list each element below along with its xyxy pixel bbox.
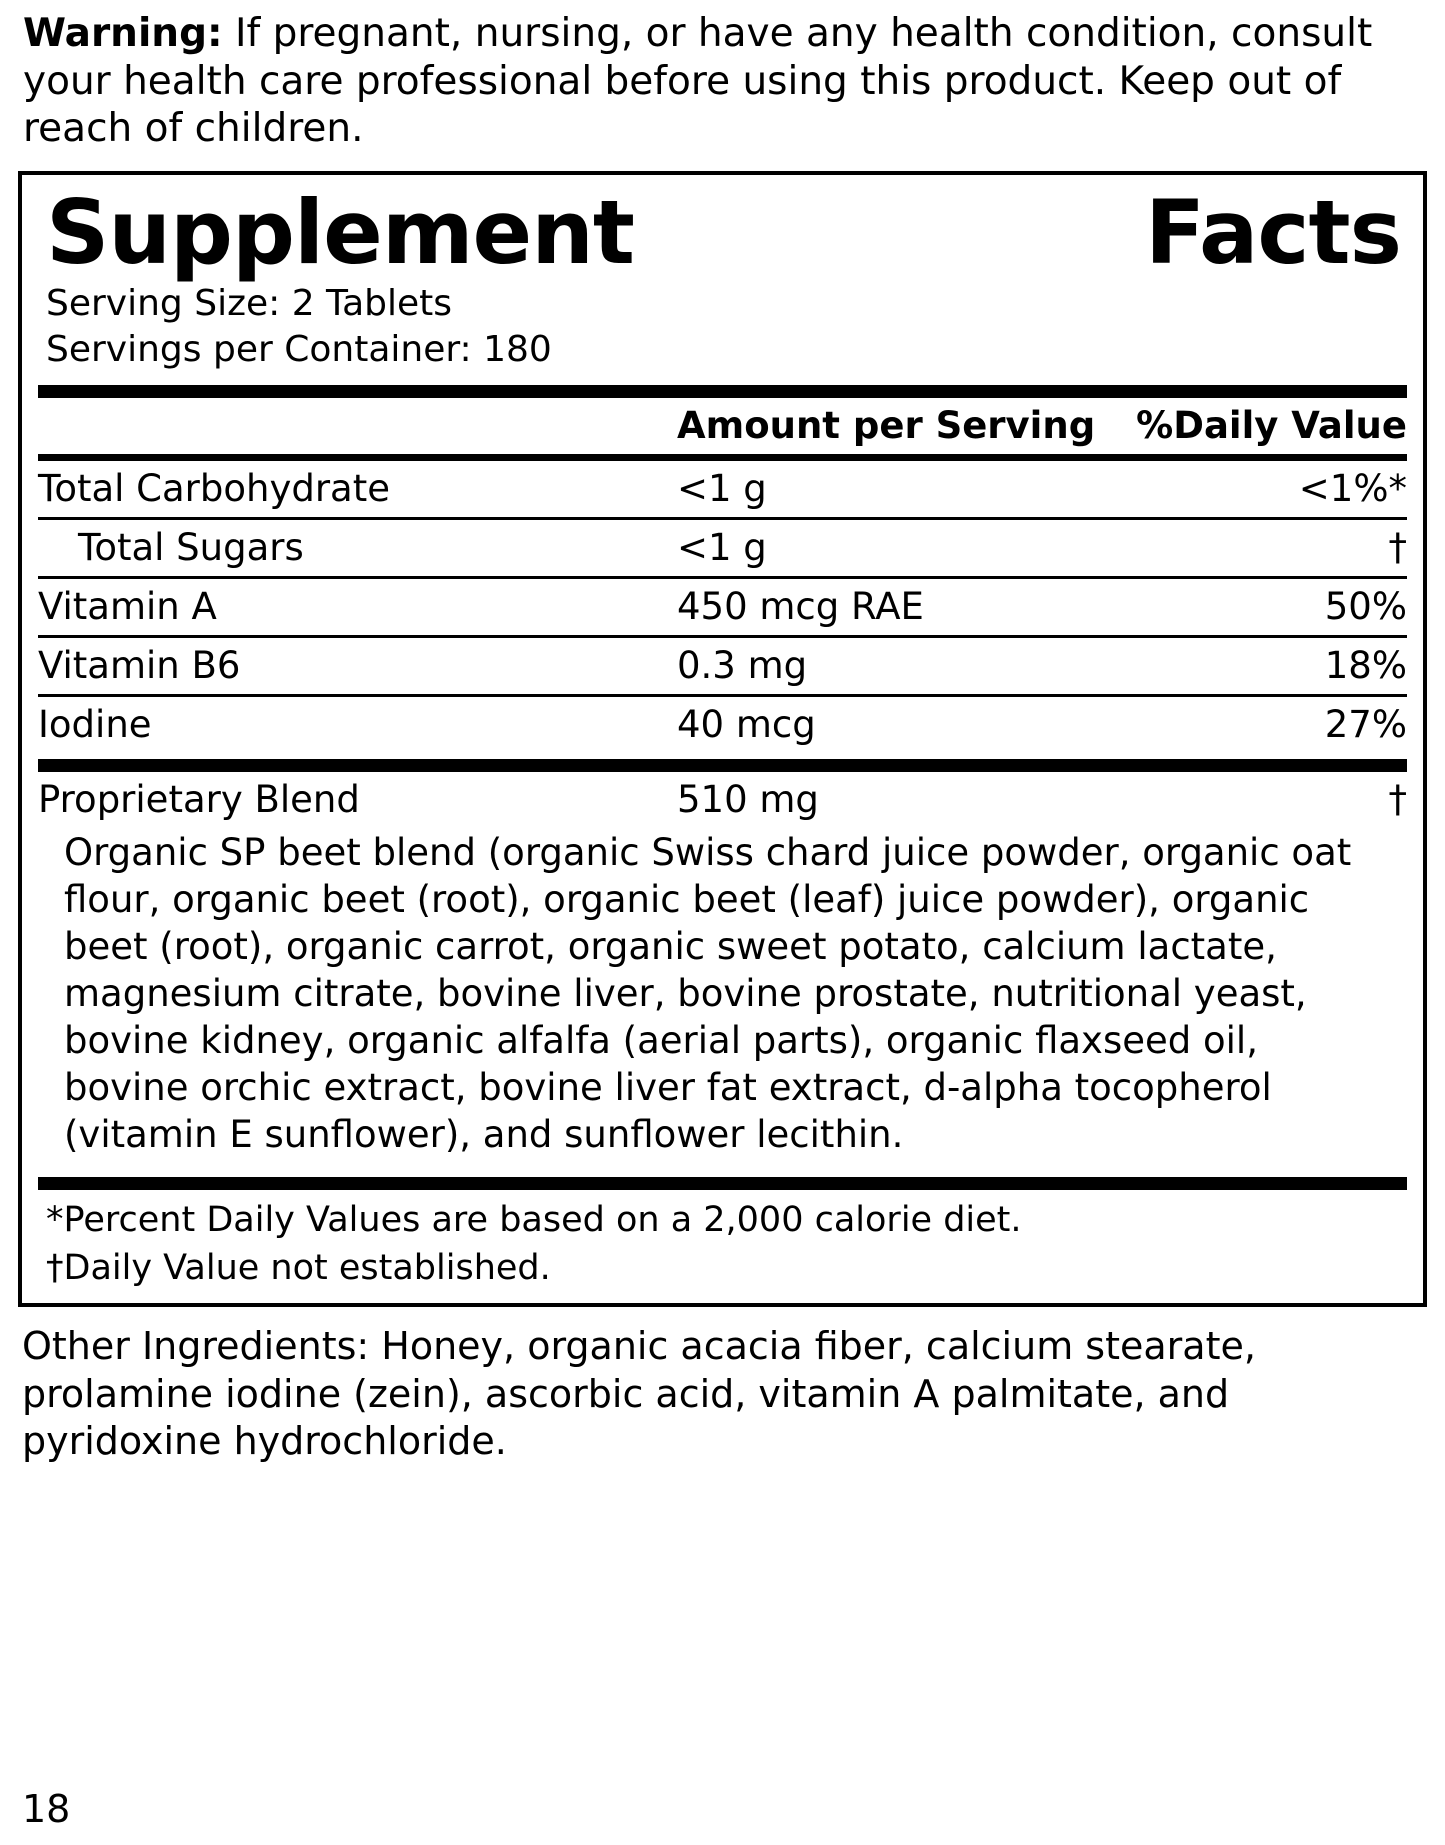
table-row [38, 772, 1407, 828]
facts-header-table [38, 398, 1407, 454]
divider-thick-footnotes [38, 1177, 1407, 1190]
header-amount: Amount per Serving [677, 404, 1096, 448]
column-header-row [38, 398, 1407, 454]
table-row [38, 696, 1407, 754]
nutrient-table [38, 461, 1407, 753]
servings-per-container: Servings per Container: 180 [46, 329, 552, 371]
table-row [38, 578, 1407, 637]
proprietary-blend-table [38, 772, 1407, 828]
table-row [38, 637, 1407, 696]
nutrient-amount: <1 g [677, 461, 1107, 519]
divider-medium [38, 454, 1407, 461]
blend-name: Proprietary Blend [38, 778, 360, 822]
supplement-facts-panel [18, 171, 1427, 1307]
nutrient-dv: 27% [1324, 703, 1407, 747]
title-word-supplement: Supplement [46, 180, 634, 284]
nutrient-dv: † [1107, 519, 1407, 578]
nutrient-amount: 40 mcg [677, 703, 816, 747]
nutrient-dv: 50% [1107, 578, 1407, 637]
nutrient-name: Total Sugars [38, 519, 677, 578]
footnote-percent-daily-value: *Percent Daily Values are based on a 2,000 calorie diet. [46, 1200, 1022, 1241]
title-word-facts: Facts [1145, 180, 1401, 284]
header-spacer [38, 398, 677, 454]
other-ingredients: Other Ingredients: Honey, organic acacia fiber, calcium stearate, prolamine iodine (zein), ascorbic acid, vitamin A palmitate, and pyridoxine hydrochloride. [22, 1324, 1256, 1464]
divider-thick-blend [38, 759, 1407, 772]
nutrient-name: Total Carbohydrate [38, 461, 677, 519]
blend-description: Organic SP beet blend (organic Swiss chard juice powder, organic oat flour, organic beet (root), organic beet (leaf) juice powder), organic beet (root), organic carrot, organic sweet potato, calcium lactate, magnesium citrate, bovine liver, bovine prostate, nutritional yeast, bovine kidney, organic alfalfa (aerial parts), organic flaxseed oil, bovine orchic extract, bovine liver fat extract, d-alpha tocopherol (vitamin E sunflower), and sunflower lecithin. [64, 831, 1352, 1157]
nutrient-amount: 450 mcg RAE [677, 578, 1107, 637]
blend-dv: † [1388, 778, 1407, 822]
warning-paragraph [18, 0, 1427, 153]
table-row [38, 519, 1407, 578]
page-number: 18 [22, 1787, 71, 1831]
nutrient-name: Vitamin A [38, 578, 677, 637]
supplement-facts-title [38, 180, 1407, 284]
nutrient-amount: 0.3 mg [677, 637, 1107, 696]
nutrient-name: Vitamin B6 [38, 637, 677, 696]
table-row [38, 461, 1407, 519]
header-daily-value: %Daily Value [1136, 404, 1407, 448]
nutrient-dv: 18% [1107, 637, 1407, 696]
nutrient-dv: <1%* [1107, 461, 1407, 519]
footnote-dv-not-established: †Daily Value not established. [46, 1247, 551, 1288]
blend-amount: 510 mg [677, 778, 819, 822]
nutrient-amount: <1 g [677, 519, 1107, 578]
warning-text: If pregnant, nursing, or have any health condition, consult your health care professional before using this product. Keep out of reach of children. [23, 11, 1373, 152]
nutrient-name: Iodine [38, 703, 152, 747]
divider-thick-top [38, 385, 1407, 398]
serving-size: Serving Size: 2 Tablets [46, 283, 453, 325]
warning-label: Warning: [23, 11, 223, 56]
